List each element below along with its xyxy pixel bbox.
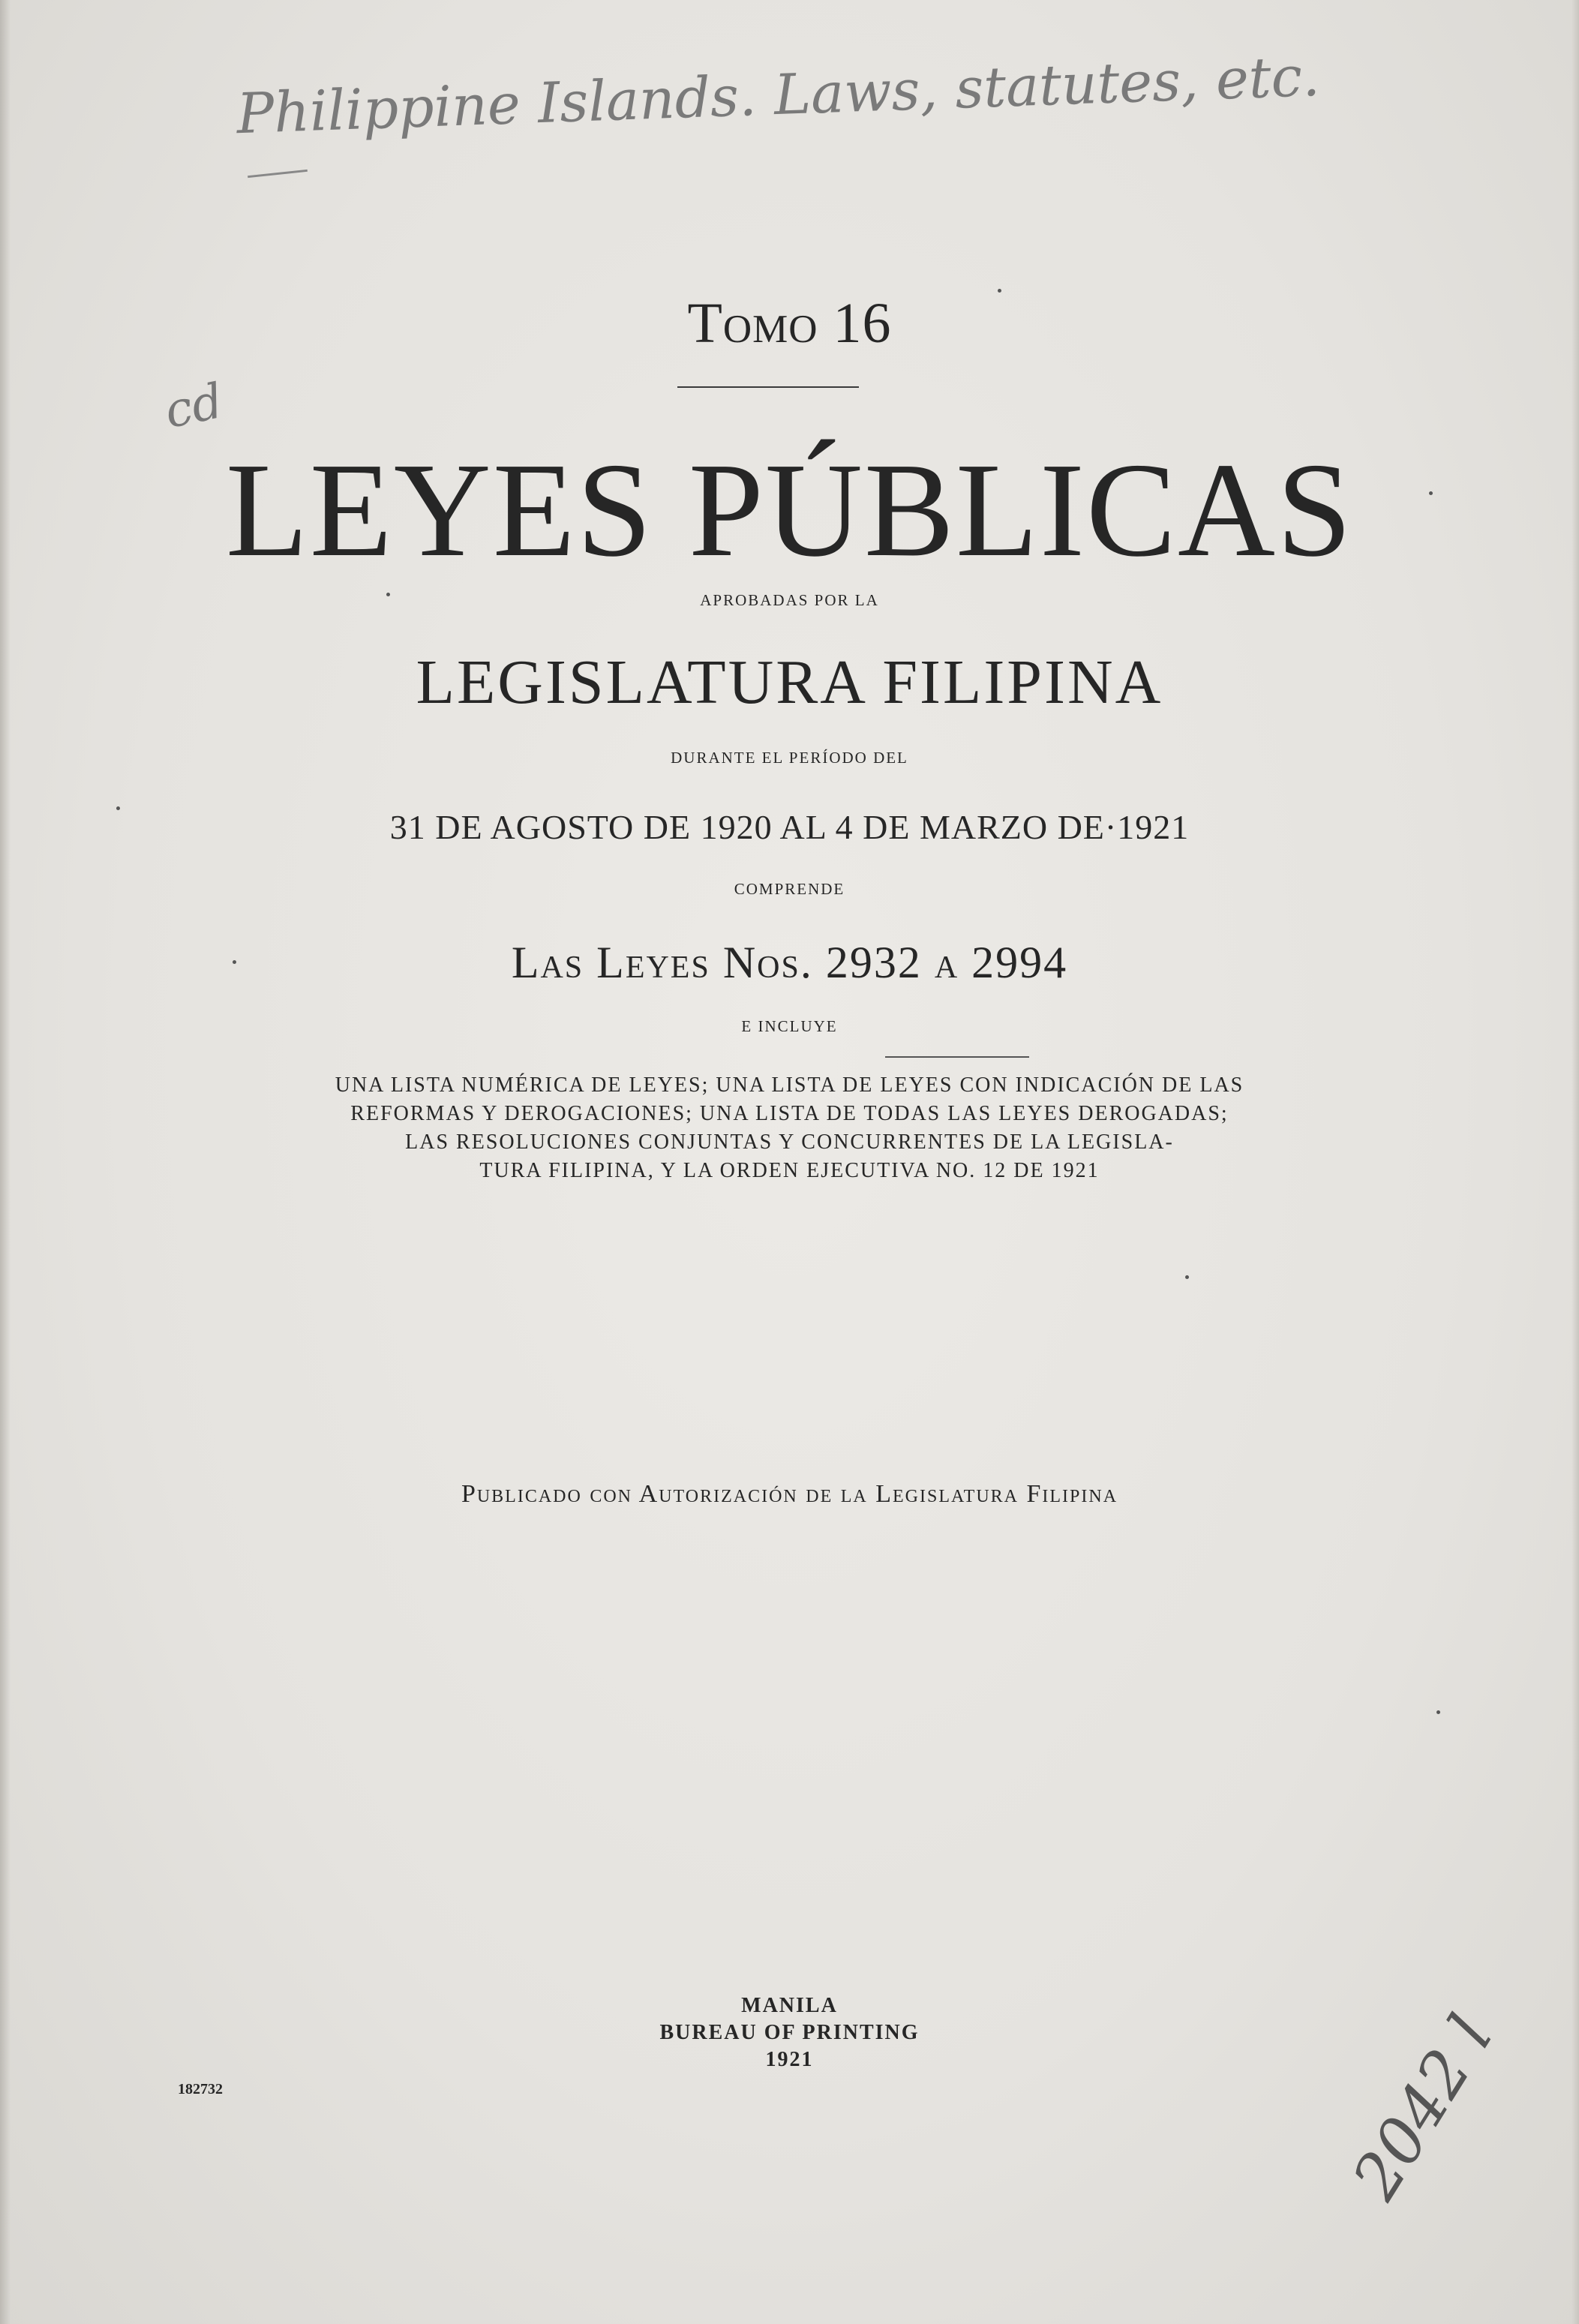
contents-list [150, 1071, 1429, 1185]
imprint-city: MANILA [741, 1994, 838, 2017]
publication-note: Publicado con Autorización de la Legislatura Filipina [461, 1480, 1118, 1508]
accession-number: 182732 [178, 2081, 223, 2097]
laws-range: Las Leyes Nos. 2932 a 2994 [511, 938, 1068, 987]
contents-line: TURA FILIPINA, Y LA ORDEN EJECUTIVA NO. 12 DE 1921 [479, 1159, 1100, 1182]
contents-line: REFORMAS Y DEROGACIONES; UNA LISTA DE TODAS LAS LEYES DEROGADAS; [350, 1102, 1229, 1125]
contents-line: LAS RESOLUCIONES CONJUNTAS Y CONCURRENTES DE LA LEGISLA- [405, 1130, 1174, 1154]
volume-number: Tomo 16 [687, 292, 892, 355]
period-dates: 31 DE AGOSTO DE 1920 AL 4 DE MARZO DE·1921 [389, 808, 1190, 846]
handwritten-mark: cd [160, 373, 228, 440]
ink-speck [1429, 491, 1433, 495]
includes-label: COMPRENDE [734, 880, 845, 898]
imprint-year: 1921 [765, 2048, 814, 2071]
period-label: DURANTE EL PERÍODO DEL [671, 749, 908, 767]
divider-rule [677, 386, 859, 388]
contents-line: UNA LISTA NUMÉRICA DE LEYES; UNA LISTA DE LEYES CON INDICACIÓN DE LAS [335, 1073, 1244, 1097]
handwritten-underline [248, 170, 308, 178]
legislature-name: LEGISLATURA FILIPINA [416, 647, 1163, 717]
ink-speck [998, 289, 1001, 293]
also-includes-label: E INCLUYE [741, 1017, 838, 1035]
ink-speck [1185, 1275, 1189, 1279]
ink-speck [233, 960, 236, 964]
short-rule [885, 1056, 1029, 1058]
imprint-publisher: BUREAU OF PRINTING [659, 2021, 920, 2044]
handwritten-number: 2042 l [1338, 2002, 1507, 2212]
ink-speck [1436, 1710, 1440, 1714]
ink-speck [386, 593, 390, 596]
approved-by-label: APROBADAS POR LA [700, 591, 879, 609]
handwritten-catalog-note: Philippine Islands. Laws, statutes, etc. [235, 44, 1321, 147]
ink-speck [116, 806, 120, 810]
imprint [0, 1992, 1579, 2073]
page-title: LEYES PÚBLICAS [225, 435, 1354, 584]
